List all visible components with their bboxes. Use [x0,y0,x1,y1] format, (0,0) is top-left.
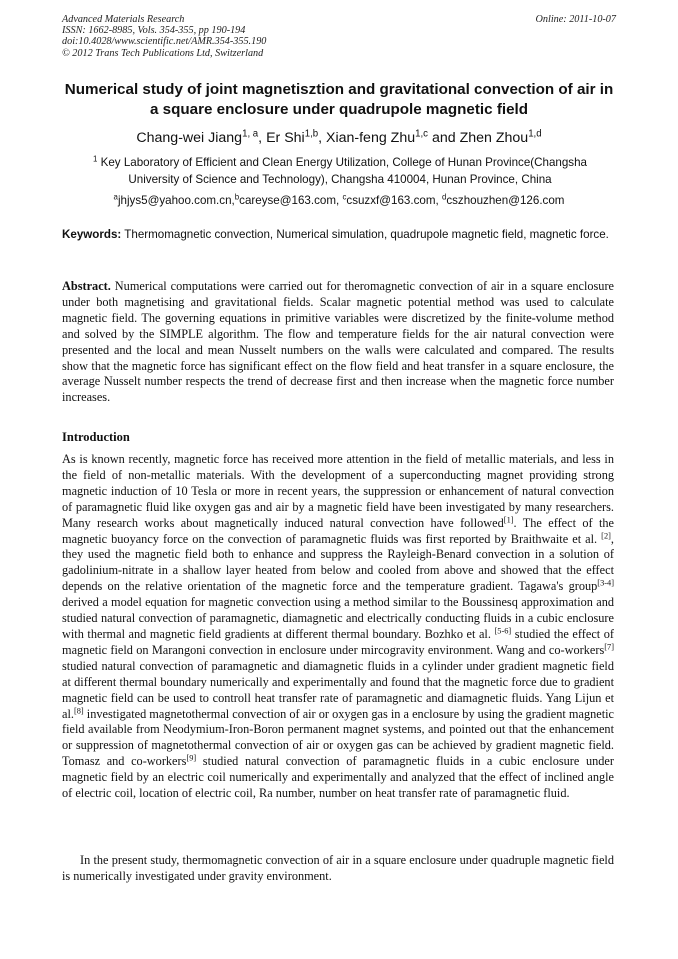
keywords-label: Keywords: [62,228,122,241]
email-address[interactable]: $^c$csuzxf@163.com [342,192,436,207]
author: Chang-wei Jiang$^{1, a}$, [136,128,267,146]
citation: [7] [604,642,614,652]
abstract [62,279,614,406]
abstract-text: Numerical computations were carried out for theromagnetic convection of air in a square enclosure under both magnetising and gravitational fields. Scalar magnetic potential method was used to calculate magnetic field. The governing equations in primitive variables were discretized by the finite-volume method and solved by the SIMPLE algorithm. The flow and temperature fields for the air natural convection were presented and the local and mean Nusselt numbers on the walls were calculated and compared. The results show that the magnetic force has significant effect on the flow field and heat transfer in a square enclosure, the average Nusselt number respects the trend of decrease first and then increase when the magnetic force number increases. [62,279,615,405]
intro-paragraph-2: In the present study, thermomagnetic convection of air in a square enclosure under quadruple magnetic field is numerically investigated under gravity environment. [62,853,614,883]
email-list: $^a$jhjys5@yahoo.com.cn,$^b$careyse@163.com, $^c$csuzxf@163.com, $^d$cszhouzhen@126.com [113,192,565,207]
journal-name: Advanced Materials Research [62,14,185,25]
intro-paragraph: As is known recently, magnetic force has received more attention in the field of metallic materials, and less in the field of non-metallic materials. With the development of a superconducting magnet providing strong magnetic induction of 10 Tesla or more in recent years, the suppression or enhancement of natural convection of paramagnetic fluid like oxygen gas and air by a magnetic field have been investigated by many researchers. Many research works about magnetically induced natural convection have followed[1]. The effect of the magnetic buoyancy force on the convection of paramagnetic fluids was first reported by Braithwaite et al. [2], they used the magnetic field both to enhance and suppress the Rayleigh-Benard convection in a solution of gadolinium-nitrate in a shallow layer heated from below and cooled from above and showed that the effect depends on the relative orientation of the magnetic force and the temperature gradient. Tagawa's group[3-4] derived a model equation for magnetic convection using a method similar to the Boussinesq approximation and studied natural convection of paramagnetic, diamagnetic and electrically conducting fluids in a cubic enclosure with thermal and magnetic field gradients at different thermal boundary. Bozhko et al. [5-6] studied the effect of magnetic field on Marangoni convection in enclosure under mircogravity environment. Wang and co-workers[7] studied natural convection of paramagnetic and diamagnetic fluids in a cylinder under gradient magnetic field at different thermal boundary numerically and experimentally and found that the magnetic force due to gradient magnetic field can be used to controll heat transfer rate of paramagnetic and diamagnetic fluids. Yang Lijun et al.[8] investigated magnetothermal convection of air or oxygen gas in a enclosure by using the gradient magnetic field available from Neodymium-Iron-Boron permanent magnet systems, and pointed out that the enhancement or suppression of magnetothermal convection of air or oxygen gas can be achieved by gradient magnetic field. Tomasz and co-workers[9] studied natural convection of paramagnetic fluids in a cubic enclosure under magnetic field by an electric coil numerically and experimentally and analyzed that the effect of inclined angle of electric coil, location of electric coil, Ra number, number on heat transfer rate of paramagnetic fluid. [62,452,614,801]
online-date: Online: 2011-10-07 [535,14,616,25]
email-address[interactable]: $^b$careyse@163.com [234,192,336,207]
author: Xian-feng Zhu$^{1,c}$ and [326,128,460,146]
issn-line: ISSN: 1662-8985, Vols. 354-355, pp 190-194 [62,25,246,37]
citation: [8] [73,705,84,715]
abstract-label: Abstract. [62,279,111,293]
doi-line: doi:10.4028/www.scientific.net/AMR.354-355.190 [62,36,267,48]
running-header [62,14,616,59]
email-address[interactable]: $^a$jhjys5@yahoo.com.cn [113,192,232,207]
author-list [62,128,616,148]
copyright-line: © 2012 Trans Tech Publications Ltd, Switzerland [62,47,264,59]
citation: [2] [601,530,611,540]
citation: [5-6] [494,626,512,636]
citation: [3-4] [597,578,614,588]
keywords-text: Thermomagnetic convection, Numerical simulation, quadrupole magnetic field, magnetic force. [124,228,609,241]
keywords [62,227,614,242]
author: Er Shi$^{1,b}$, [266,128,326,146]
paper-title: Numerical study of joint magnetisztion and gravitational convection of air in a square enclosure under quadrupole magnetic field [64,81,614,118]
author: Zhen Zhou$^{1,d}$ [459,128,542,146]
citation: [1] [503,515,514,525]
affiliation: $^1$ Key Laboratory of Efficient and Clean Energy Utilization, College of Hunan Province(Changsha University of Science and Technology), Changsha 410004, Hunan Province, China [93,154,587,186]
citation: [9] [186,753,197,763]
email-address[interactable]: $^d$cszhouzhen@126.com [441,192,565,207]
section-heading-introduction: Introduction [62,430,130,444]
